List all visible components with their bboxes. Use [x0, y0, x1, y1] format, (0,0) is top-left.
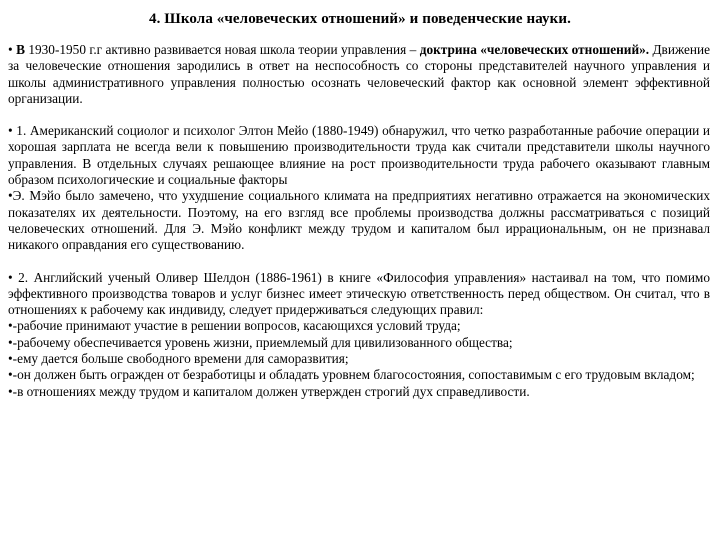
paragraph-lead-word: В	[16, 42, 25, 57]
paragraph-text-part: Движение за человеческие отношения зародились в ответ на неспособность со стороны представителей научного управления и школы административного управления полностью осознать человеческий фактор как основной элемент эффективной организации.	[8, 42, 710, 106]
rule-item: •-ему дается больше свободного времени для саморазвития;	[8, 351, 349, 367]
rule-item: •-рабочему обеспечивается уровень жизни, приемлемый для цивилизованного общества;	[8, 334, 513, 350]
doctrine-term: доктрина «человеческих отношений».	[419, 42, 650, 57]
rule-item: •-он должен быть огражден от безработицы и обладать уровнем благосостояния, сопоставимым с его трудовым вкладом;	[8, 367, 695, 383]
paragraph-mayo-findings: • 1. Американский социолог и психолог Элтон Мейо (1880-1949) обнаружил, что четко разработанные рабочие операции и хорошая зарплата не всегда вели к повышению производительности труда как считали представители школы научного управления. В отдельных случаях решающее влияние на рост производительности труда рабочего оказывают главным образом психологические и социальные факторы	[8, 123, 710, 188]
paragraph-mayo-conflict: •Э. Мэйо было замечено, что ухудшение социального климата на предприятиях негативно отражается на экономических показателях их деятельности. Поэтому, на его взгляд все проблемы производства должны рассматриваться с позиций человеческих отношений. Для Э. Мэйо конфликт между трудом и капиталом был иррациональным, он не признавал никакого оправдания его существованию.	[8, 188, 710, 253]
rule-item: •-в отношениях между трудом и капиталом должен утвержден строгий дух справедливости.	[8, 383, 530, 399]
bullet: •	[8, 42, 13, 57]
paragraph-human-relations-doctrine	[8, 42, 710, 107]
slide-title: 4. Школа «человеческих отношений» и поведенческие науки.	[148, 11, 571, 27]
rule-item: •-рабочие принимают участие в решении вопросов, касающихся условий труда;	[8, 318, 461, 334]
paragraph-text-part: 1930-1950 г.г активно развивается новая школа теории управления –	[24, 42, 420, 57]
slide-body	[8, 42, 710, 400]
paragraph-sheldon: • 2. Английский ученый Оливер Шелдон (1886-1961) в книге «Философия управления» настаивал на том, что помимо эффективного производства товаров и услуг бизнес имеет этическую ответственность перед обществом. Он считал, что в отношениях к рабочему как индивиду, следует придерживаться следующих правил:	[8, 269, 710, 318]
